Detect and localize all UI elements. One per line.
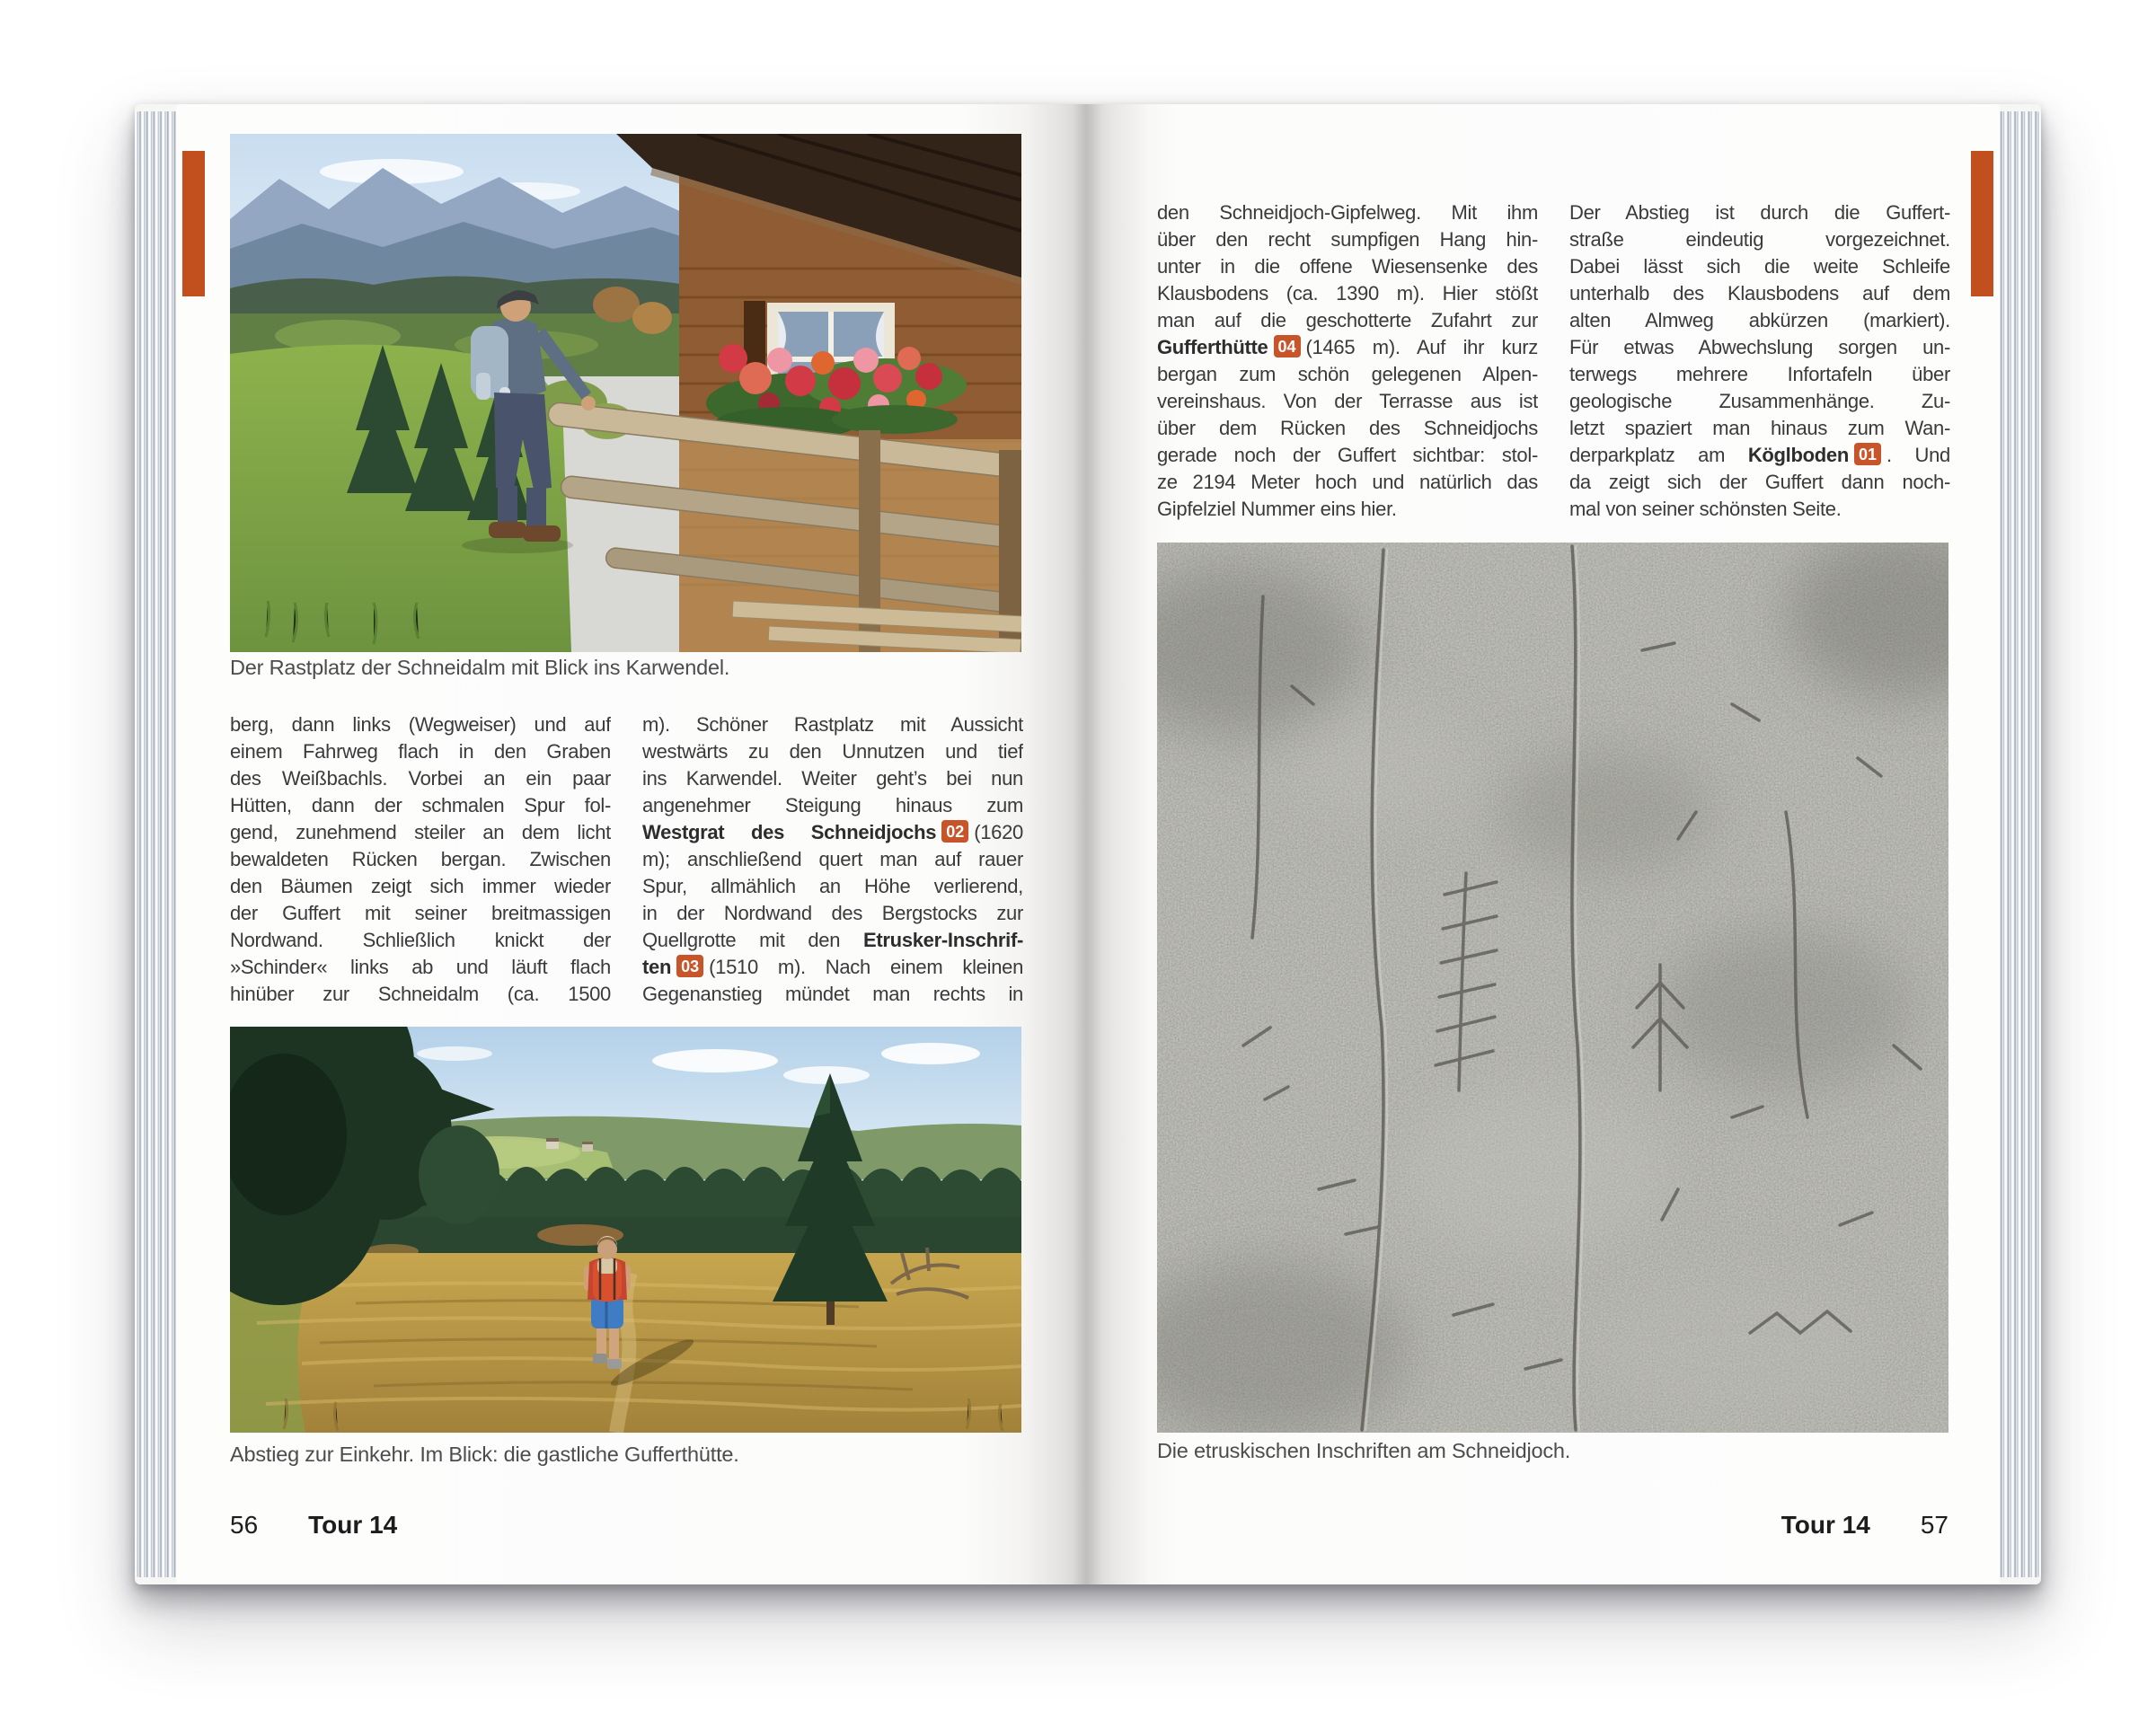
tour-label-right: Tour 14 [1780, 1511, 1870, 1539]
left-text-column-1: berg, dann links (Wegweiser) und auf einem Fahrweg flach in den Graben des Weißbachls. Vorbei an ein paar Hütten, dann der schmalen Spur fol- gend, zunehmend steiler an dem licht bewaldeten Rücken bergan. Zwischen den Bäumen zeigt sich immer wieder der Guffert mit seiner breitmassigen Nordwand. Schließlich knickt der »Schinder« links ab und läuft flach hinüber zur Schneidalm (ca. 1500 [230, 713, 611, 1005]
photo-rock-inscriptions [1157, 543, 1948, 1433]
photo-meadow-descent [230, 1027, 1021, 1433]
photo-caption-rock: Die etruskischen Inschriften am Schneidjoch. [1157, 1439, 1571, 1462]
left-page-footer [230, 1511, 1021, 1540]
page-number-left: 56 [230, 1511, 259, 1539]
photo-schneidalm-illustration [230, 134, 1021, 652]
photo-rock-illustration [1157, 543, 1948, 1433]
right-page-footer [1157, 1511, 1948, 1540]
left-text-column-2: m). Schöner Rastplatz mit Aussicht westwärts zu den Unnutzen und tief ins Karwendel. Weiter geht’s bei nun angenehmer Steigung hinaus zum Westgrat des Schneidjochs 02 (1620 m); anschließend quert man auf rauer Spur, allmählich an Höhe verlierend, in der Nordwand des Bergstocks zur Quellgrotte mit den Etrusker-Inschrif- ten 03 (1510 m). Nach einem kleinen Gegenanstieg mündet man rechts in [642, 713, 1023, 1005]
page-edge-stack-right [2000, 111, 2041, 1577]
photo-schneidalm-hut [230, 134, 1021, 652]
page-edge-stack-left [135, 111, 176, 1577]
photo-meadow-illustration [230, 1027, 1021, 1433]
chapter-tab-left [182, 151, 205, 296]
page-number-right: 57 [1920, 1511, 1948, 1539]
photo-caption-top: Der Rastplatz der Schneidalm mit Blick ins Karwendel. [230, 656, 730, 679]
photo-caption-bottom: Abstieg zur Einkehr. Im Blick: die gastliche Gufferthütte. [230, 1443, 739, 1466]
tour-label-left: Tour 14 [308, 1511, 398, 1539]
chapter-tab-right [1971, 151, 1993, 296]
right-text-column-2: Der Abstieg ist durch die Guffert- straße eindeutig vorgezeichnet. Dabei lässt sich die weite Schleife unterhalb des Klausbodens auf dem alten Almweg abkürzen (markiert). Für etwas Abwechslung sorgen un- terwegs mehrere Infortafeln über geologische Zusammenhänge. Zu- letzt spaziert man hinaus zum Wan- derparkplatz am Köglboden 01 . Und da zeigt sich der Guffert dann noch- mal von seiner schönsten Seite. [1569, 201, 1950, 520]
right-text-column-1: den Schneidjoch-Gipfelweg. Mit ihm über den recht sumpfigen Hang hin- unter in die offene Wiesensenke des Klausbodens (ca. 1390 m). Hier stößt man auf die geschotterte Zufahrt zur Gufferthütte 04 (1465 m). Auf ihr kurz bergan zum schön gelegenen Alpen- vereinshaus. Von der Terrasse aus ist über dem Rücken des Schneidjochs gerade noch der Guffert sichtbar: stol- ze 2194 Meter hoch und natürlich das Gipfelziel Nummer eins hier. [1157, 201, 1538, 520]
